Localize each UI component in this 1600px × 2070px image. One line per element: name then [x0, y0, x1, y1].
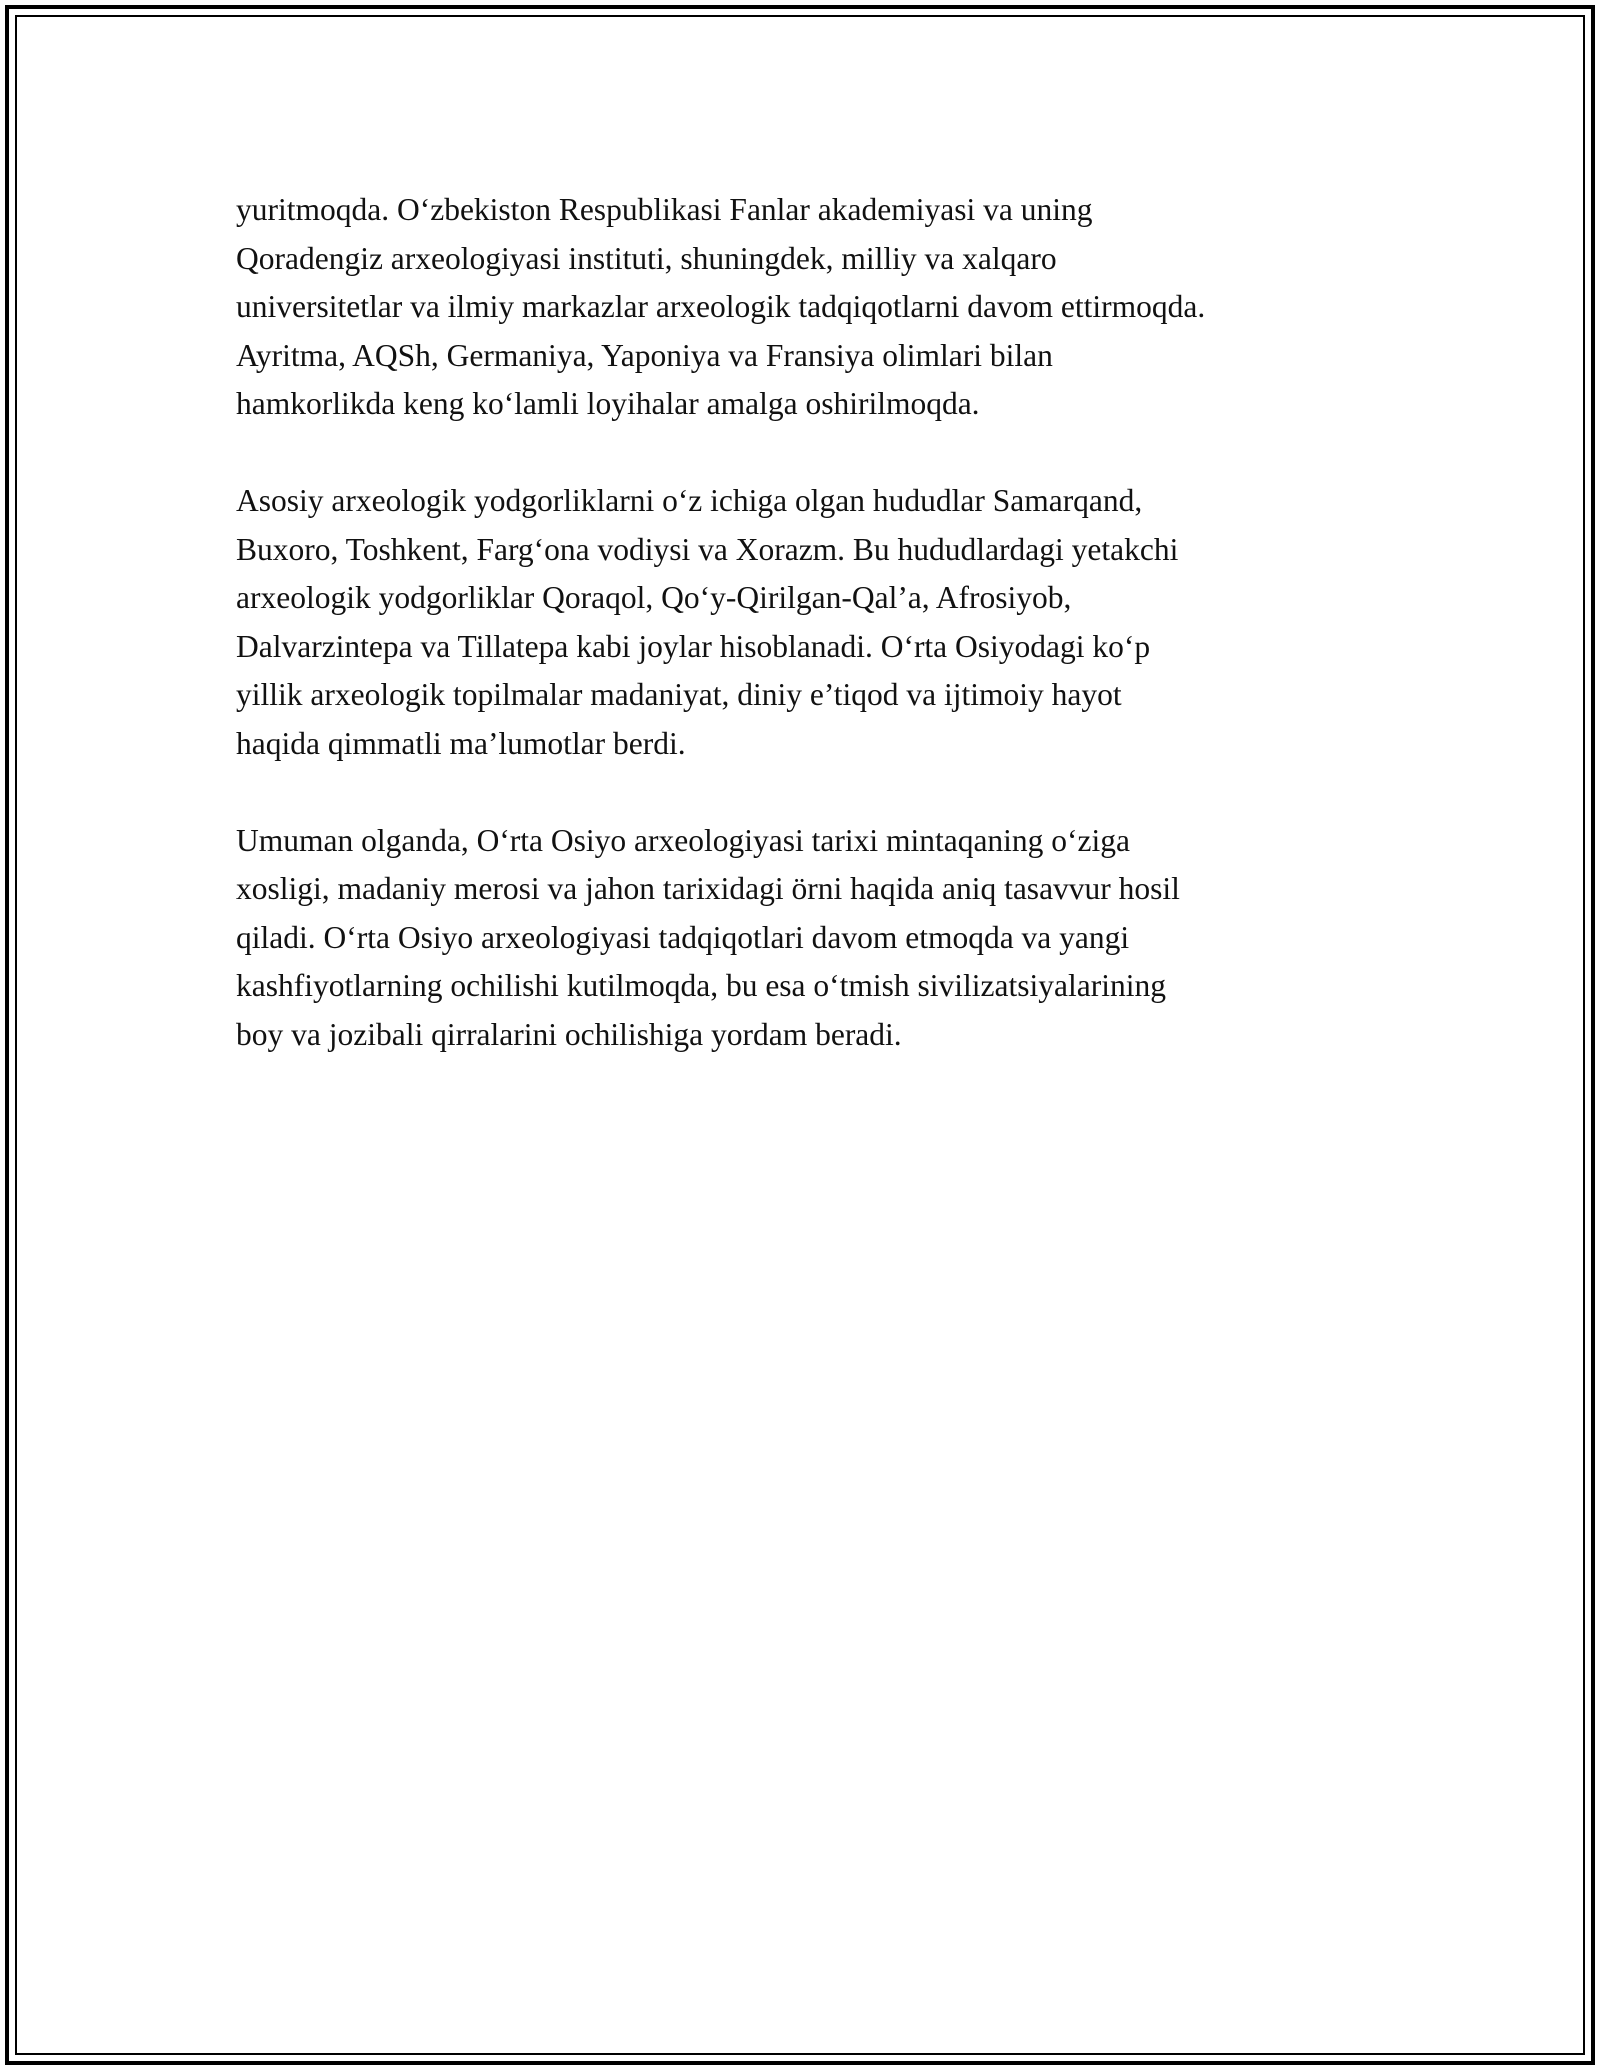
text-line: Ayritma, AQSh, Germaniya, Yaponiya va Fransiya olimlari bilan [236, 337, 1053, 373]
document-body [236, 186, 1396, 1108]
text-line: Dalvarzintepa va Tillatepa kabi joylar hisoblanadi. O‘rta Osiyodagi ko‘p [236, 628, 1151, 664]
text-line: kashfiyotlarning ochilishi kutilmoqda, bu esa o‘tmish sivilizatsiyalarining [236, 968, 1166, 1003]
paragraph-2 [236, 477, 1396, 768]
text-line: arxeologik yodgorliklar Qoraqol, Qo‘y-Qirilgan-Qal’a, Afrosiyob, [236, 580, 1072, 615]
text-line: Asosiy arxeologik yodgorliklarni o‘z ichiga olgan hududlar Samarqand, [236, 483, 1143, 518]
text-line: yillik arxeologik topilmalar madaniyat, diniy e’tiqod va ijtimoiy hayot [236, 677, 1122, 712]
text-line: Qoradengiz arxeologiyasi instituti, shuningdek, milliy va xalqaro [236, 240, 1057, 276]
text-line: yuritmoqda. O‘zbekiston Respublikasi Fanlar akademiyasi va uning [236, 192, 1093, 227]
text-line: haqida qimmatli ma’lumotlar berdi. [236, 725, 686, 761]
text-line: hamkorlikda keng ko‘lamli loyihalar amalga oshirilmoqda. [236, 386, 980, 421]
paragraph-1 [236, 186, 1396, 429]
text-line: qiladi. O‘rta Osiyo arxeologiyasi tadqiqotlari davom etmoqda va yangi [236, 919, 1130, 955]
text-line: Buxoro, Toshkent, Farg‘ona vodiysi va Xorazm. Bu hududlardagi yetakchi [236, 531, 1179, 567]
paragraph-3 [236, 817, 1396, 1060]
text-line: boy va jozibali qirralarini ochilishiga yordam beradi. [236, 1016, 902, 1052]
text-line: xosligi, madaniy merosi va jahon tarixidagi örni haqida aniq tasavvur hosil [236, 871, 1180, 906]
text-line: Umuman olganda, O‘rta Osiyo arxeologiyasi tarixi mintaqaning o‘ziga [236, 822, 1131, 858]
text-line: universitetlar va ilmiy markazlar arxeologik tadqiqotlarni davom ettirmoqda. [236, 289, 1206, 324]
